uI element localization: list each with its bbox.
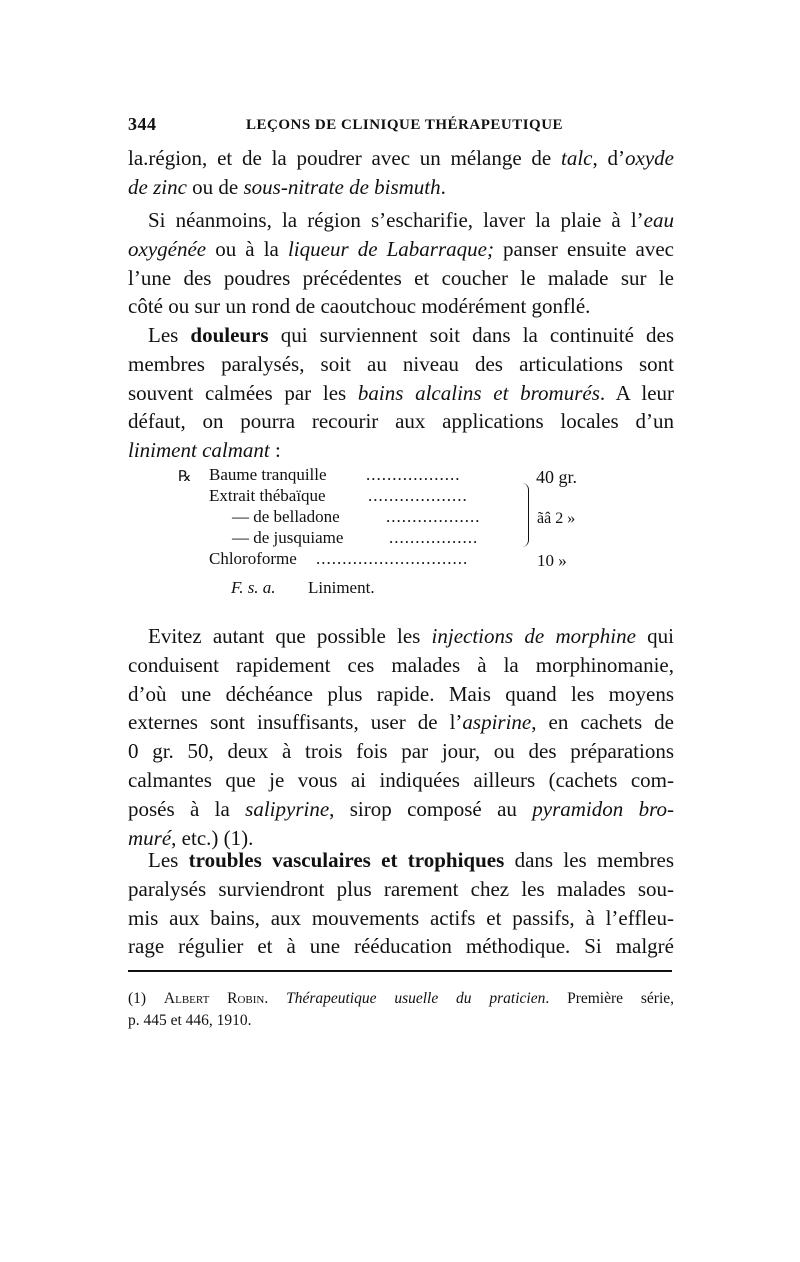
text-run: défaut, on pourra recourir aux applications locales d’un: [128, 409, 674, 434]
text-run: souvent calmées par les: [128, 380, 358, 405]
text-line: [128, 264, 674, 292]
italic-term: talc: [561, 146, 593, 170]
page-number: 344: [128, 114, 157, 134]
text-run: qui: [635, 624, 674, 648]
text-run: Evitez autant que possible les: [148, 624, 432, 648]
footnote-rest: . Première série,: [545, 990, 675, 1007]
text-line: [128, 144, 674, 172]
leader-dots: ..................: [366, 465, 461, 484]
prescription-item-qty: 40 gr.: [536, 467, 578, 487]
italic-term: liqueur de Labarraque;: [287, 236, 494, 261]
text-run: , d’: [592, 146, 626, 170]
text-line: [128, 651, 674, 679]
text-run: Les: [148, 323, 191, 347]
text-run: Si néanmoins, la région s’escharifie, laver la plaie à l’: [148, 208, 644, 232]
text-line: [128, 766, 674, 794]
text-line: [128, 173, 674, 201]
italic-term: sous-nitrate de bismuth: [243, 174, 441, 199]
text-run: l’une des poudres précédentes et coucher le malade sur le: [128, 265, 674, 290]
footnote-line: [128, 1010, 674, 1032]
text-run: posés à la: [128, 796, 246, 821]
text-line: [128, 321, 674, 349]
italic-term: eau: [643, 208, 674, 232]
text-line: [128, 708, 674, 736]
text-run: . A leur: [599, 380, 674, 405]
text-run: , etc.) (1).: [171, 825, 254, 850]
bold-term: douleurs: [190, 323, 269, 347]
footnote-author: Albert Robin: [163, 990, 265, 1007]
prescription-item-qty: ãâ 2 »: [537, 510, 576, 527]
text-run: calmantes que je vous ai indiquées ailleurs (cachets com-: [128, 768, 674, 792]
text-run: Les: [148, 848, 189, 872]
text-run: la.région, et de la poudrer avec un mélange de: [128, 146, 562, 170]
text-run: , sirop composé au: [329, 796, 533, 821]
prescription-item-name: — de jusquiame: [232, 528, 344, 547]
italic-term: de zinc: [128, 174, 187, 199]
formula-abbrev: F. s. a.: [231, 578, 276, 597]
italic-term: oxygénée: [128, 236, 207, 261]
text-run: .: [440, 174, 446, 199]
text-line: [128, 379, 674, 407]
italic-term: salipyrine: [245, 796, 330, 821]
prescription-item-qty: 10 »: [537, 551, 567, 570]
leader-dots: ..................: [386, 507, 481, 526]
footnote-line: (1) Albert Robin. Thérapeutique usuelle du praticien. Première série,: [128, 990, 675, 1007]
text-run: , en cachets de: [531, 710, 674, 735]
leader-dots: .................: [389, 528, 479, 547]
footnote-rest: p. 445 et 446, 1910.: [128, 1012, 252, 1029]
text-line: [128, 932, 674, 960]
text-run: qui surviennent soit dans la continuité des: [268, 323, 674, 347]
text-run: paralysés surviendront plus rarement chez les malades sou-: [128, 876, 674, 901]
text-run: ou de: [186, 174, 244, 199]
leader-dots: .............................: [316, 549, 469, 568]
text-line: [128, 795, 674, 823]
text-line: [128, 206, 674, 234]
text-run: côté ou sur un rond de caoutchouc modérément gonflé.: [128, 294, 591, 319]
prescription-item-name: Extrait thébaïque: [209, 486, 326, 505]
prescription-item-name: Baume tranquille: [209, 465, 327, 484]
italic-term: liniment calmant: [128, 438, 270, 463]
italic-term: pyramidon bro-: [532, 796, 674, 821]
text-line: [128, 622, 674, 650]
text-line: [128, 875, 674, 903]
text-line: [128, 292, 674, 320]
text-run: mis aux bains, aux mouvements actifs et passifs, à l’effleu-: [128, 905, 674, 930]
prescription-item-name: Chloroforme: [209, 549, 297, 568]
prescription-item-name: — de belladone: [232, 507, 340, 526]
text-line: [128, 235, 674, 263]
leader-dots: ...................: [368, 486, 468, 505]
text-run: panser ensuite avec: [493, 236, 674, 261]
italic-term: oxyde: [625, 146, 674, 170]
text-line: [128, 436, 674, 464]
text-run: d’où une déchéance plus rapide. Mais quand les moyens: [128, 681, 674, 706]
text-run: dans les membres: [504, 848, 674, 872]
text-run: ou à la: [206, 236, 288, 261]
formula-text: Liniment.: [308, 578, 375, 597]
text-run: conduisent rapidement ces malades à la morphinomanie,: [128, 652, 674, 677]
page-header: [128, 114, 674, 144]
footnote-title: Thérapeutique usuelle du praticien: [286, 990, 546, 1007]
text-line: [128, 846, 674, 874]
text-line: [128, 680, 674, 708]
text-line: [128, 350, 674, 378]
text-line: [128, 407, 674, 435]
text-run: rage régulier et à une rééducation méthodique. Si malgré: [128, 934, 674, 959]
running-title: LEÇONS DE CLINIQUE THÉRAPEUTIQUE: [246, 117, 564, 133]
text-run: externes sont insuffisants, user de l’: [128, 710, 463, 735]
footnote-rule: [128, 970, 672, 972]
recipe-symbol: ℞: [178, 469, 192, 485]
italic-term: injections de morphine: [431, 624, 636, 648]
text-run: :: [269, 438, 281, 463]
text-run: 0 gr. 50, deux à trois fois par jour, ou des préparations: [128, 739, 674, 764]
italic-term: aspirine: [462, 710, 532, 735]
text-line: [128, 904, 674, 932]
italic-term: muré: [128, 825, 172, 850]
grouping-brace: [522, 483, 529, 547]
bold-term: troubles vasculaires et trophiques: [188, 848, 505, 872]
footnote-marker: (1): [128, 990, 147, 1007]
text-run: membres paralysés, soit au niveau des articulations sont: [128, 351, 674, 376]
italic-term: bains alcalins et bromurés: [357, 380, 600, 405]
text-line: [128, 737, 674, 765]
